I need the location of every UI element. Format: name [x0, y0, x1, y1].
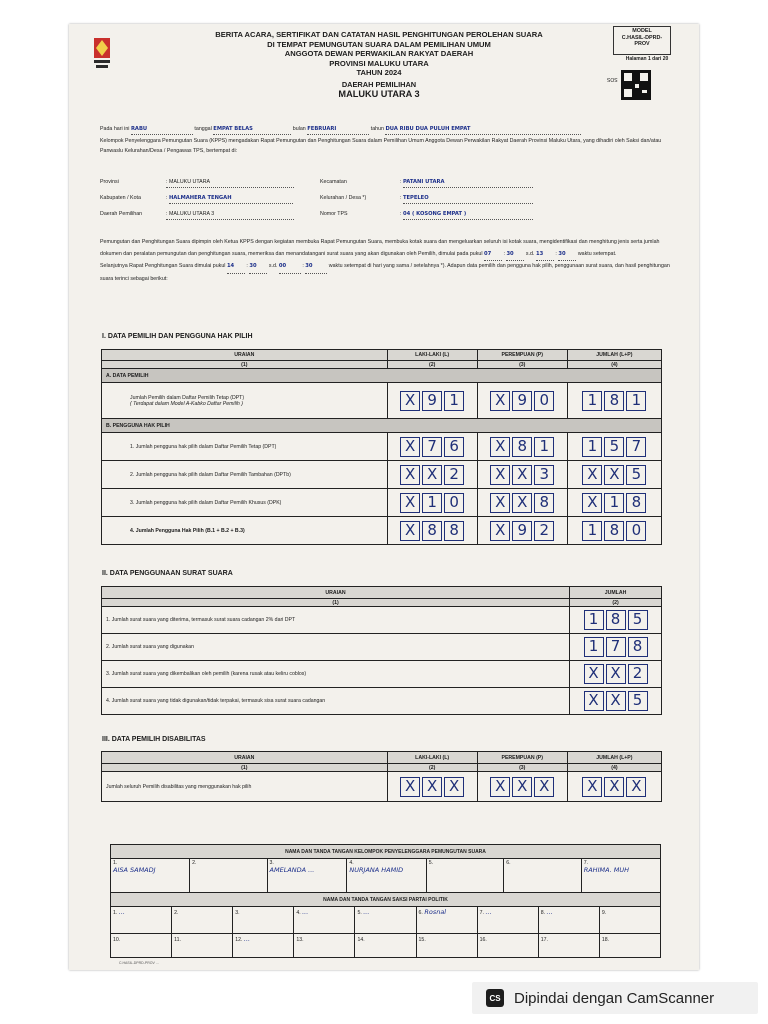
body-p1-end: waktu setempat.: [577, 250, 617, 257]
row-b1-label: 1. Jumlah pengguna hak pilih dalam Daftar Pemilih Tetap (DPT): [102, 433, 388, 461]
digit-box: 7: [422, 437, 442, 457]
saksi-sig-6: [416, 907, 477, 934]
camscanner-icon: CS: [486, 989, 504, 1007]
usage-row-3-jumlah: [570, 661, 662, 688]
kpps-sig-1: [111, 859, 190, 893]
digit-box: 1: [626, 391, 646, 411]
saksi-signature-table: [110, 892, 661, 958]
digit-box: 2: [628, 664, 648, 684]
sig-number: 6.: [506, 860, 511, 866]
digit-box: X: [400, 465, 420, 485]
kpps-title: NAMA DAN TANDA TANGAN KELOMPOK PENYELENGGARA PEMUNGUTAN SUARA: [111, 845, 661, 859]
kabupaten-label: Kabupaten / Kota: [100, 195, 141, 201]
col-num-2: (2): [387, 764, 477, 772]
digit-box: 8: [512, 437, 532, 457]
kecamatan-label: Kecamatan: [320, 179, 347, 185]
col-laki: LAKI-LAKI (L): [387, 350, 477, 361]
digit-box: X: [400, 777, 420, 797]
day-value: RABU: [130, 126, 148, 132]
usage-row-4-jumlah: [570, 688, 662, 715]
sig-number: 7.: [479, 910, 484, 916]
disability-row-label: Jumlah seluruh Pemilih disabilitas yang menggunakan hak pilih: [102, 772, 388, 802]
digit-box: X: [512, 777, 532, 797]
year-label: tahun: [370, 126, 384, 132]
intro-paragraph: Kelompok Penyelenggara Pemungutan Suara (KPPS) mengadakan Rapat Pemungutan dan Penghitungan Suara dalam Pemilihan Umum Anggota Dewan Perwakilan Rakyat Daerah Provinsi Maluku Utara, yang dihadiri oleh Saksi dan/atau Panwaslu Kelurahan/Desa / Pengawas TPS, bertempat di:: [100, 138, 662, 154]
day-prefix: Pada hari ini: [100, 126, 130, 132]
model-label: MODEL: [632, 28, 652, 34]
disability-jumlah: [567, 772, 661, 802]
end-hour: 13: [535, 250, 544, 257]
digit-box: 1: [582, 521, 602, 541]
sig-number: 8.: [540, 910, 546, 916]
kpu-logo-icon: [91, 36, 113, 74]
band-a: A. DATA PEMILIH: [102, 369, 662, 383]
body-paragraph: Pemungutan dan Penghitungan Suara dipimpin oleh Ketua KPPS dengan kegiatan membuka Rapat Pemungutan Suara, membuka kotak suara dan mengeluarkan seluruh isi kotak suara, mengidentifikasi dan menghitung jenis serta jumlah dokumen dan peralatan pemungutan dan penghitungan suara, memeriksa dan menandatangani surat suara yang akan digunakan oleh Pemilih, dimulai pada pukul 07 : 30 s.d. 13 : 30 waktu setempat. Selanjutnya Rapat Penghitungan Suara dimulai pukul 14 : 30 s.d. 00 : 30 waktu setempat di hari yang sama / setelahnya *). Adapun data pemilih dan pengguna hak pilih, penggunaan surat suara, dan hasil penghitungan suara terinci sebagai berikut:: [100, 239, 670, 282]
sd-label: s.d.: [525, 250, 535, 257]
digit-box: 8: [604, 521, 624, 541]
section-3-title: III. DATA PEMILIH DISABILITAS: [102, 736, 206, 743]
sig-name: ...: [485, 908, 492, 916]
header-line-1: BERITA ACARA, SERTIFIKAT DAN CATATAN HASIL PENGHITUNGAN PEROLEHAN SUARA: [215, 30, 543, 39]
digit-box: 0: [626, 521, 646, 541]
digit-box: 5: [628, 691, 648, 711]
saksi-sig-17: [538, 934, 599, 958]
digit-box: 1: [444, 391, 464, 411]
row-a-line-1: Jumlah Pemilih dalam Daftar Pemilih Tetap (DPT): [130, 394, 245, 401]
model-box: [613, 26, 671, 55]
digit-box: X: [626, 777, 646, 797]
sig-number: 3.: [235, 910, 240, 916]
digit-box: X: [400, 493, 420, 513]
usage-row-2-label: 2. Jumlah surat suara yang digunakan: [102, 634, 570, 661]
header-line-3: ANGGOTA DEWAN PERWAKILAN RAKYAT DAERAH: [284, 49, 474, 59]
digit-box: 1: [584, 610, 604, 630]
digit-box: 9: [512, 521, 532, 541]
digit-box: X: [604, 465, 624, 485]
kpps-sig-5: [426, 859, 503, 893]
saksi-sig-3: [233, 907, 294, 934]
digit-box: 1: [604, 493, 624, 513]
col-jumlah: JUMLAH (L+P): [567, 752, 661, 764]
kpps-sig-4: [347, 859, 426, 893]
year-value: DUA RIBU DUA PULUH EMPAT: [385, 126, 471, 132]
digit-box: X: [606, 691, 626, 711]
row-b1-jumlah: [567, 433, 661, 461]
saksi-sig-1: [111, 907, 172, 934]
kpps-sig-7: [581, 859, 660, 893]
sig-name: ...: [363, 908, 370, 916]
sd-label-2: s.d.: [268, 263, 278, 269]
digit-box: X: [582, 465, 602, 485]
saksi-title: NAMA DAN TANDA TANGAN SAKSI PARTAI POLITIK: [111, 893, 661, 907]
row-b3-jumlah: [567, 489, 661, 517]
col-uraian: URAIAN: [102, 587, 570, 599]
saksi-sig-2: [172, 907, 233, 934]
col-jumlah: JUMLAH: [570, 587, 662, 599]
digit-box: X: [422, 465, 442, 485]
body-p1: Pemungutan dan Penghitungan Suara dipimpin oleh Ketua KPPS dengan kegiatan membuka Rapat Pemungutan Suara, membuka kotak suara dan mengeluarkan seluruh isi kotak suara, mengidentifikasi dan menghitung jenis serta jumlah dokumen dan peralatan pemungutan dan penghitungan suara, memeriksa dan menandatangani surat suara yang akan digunakan oleh Pemilih, dimulai pada pukul: [100, 239, 660, 257]
row-b4-laki: [387, 517, 477, 545]
sig-number: 4.: [349, 860, 354, 866]
disability-perempuan: [477, 772, 567, 802]
section-3-table: [101, 751, 662, 802]
saksi-sig-12: [233, 934, 294, 958]
col-num-1: (1): [102, 764, 388, 772]
sig-number: 2.: [174, 910, 179, 916]
count-start-minute: 30: [249, 263, 257, 269]
col-num-3: (3): [477, 764, 567, 772]
saksi-sig-9: [599, 907, 660, 934]
end-minute: 30: [558, 250, 566, 257]
saksi-sig-14: [355, 934, 416, 958]
qr-code-icon: [621, 70, 651, 100]
intro-line: [100, 124, 680, 135]
row-b2-perempuan: [477, 461, 567, 489]
usage-row-4-label: 4. Jumlah surat suara yang tidak digunakan/tidak terpakai, termasuk sisa surat suara cadangan: [102, 688, 570, 715]
usage-row-2-jumlah: [570, 634, 662, 661]
row-b4-jumlah: [567, 517, 661, 545]
sig-number: 14.: [357, 937, 365, 943]
digit-box: 1: [422, 493, 442, 513]
location-left: Provinsi : MALUKU UTARA Kabupaten / Kota : HALMAHERA TENGAH Daerah Pemilihan : MALUKU UTARA 3: [100, 177, 360, 220]
digit-box: 2: [534, 521, 554, 541]
digit-box: 8: [606, 610, 626, 630]
dapil-label: Daerah Pemilihan: [100, 211, 143, 217]
sig-number: 9.: [601, 910, 607, 916]
row-a-line-2: ( Terdapat dalam Model A-Kabko Daftar Pemilih ): [130, 400, 243, 407]
model-code-1: C.HASIL-DPRD-: [621, 35, 663, 41]
band-b: B. PENGGUNA HAK PILIH: [102, 419, 662, 433]
saksi-sig-16: [477, 934, 538, 958]
digit-box: 5: [604, 437, 624, 457]
sig-name: Rosnal: [424, 908, 447, 916]
count-end-minute: 30: [305, 263, 313, 269]
sig-name: ...: [302, 908, 309, 916]
digit-box: X: [582, 777, 602, 797]
digit-box: X: [490, 493, 510, 513]
start-hour: 07: [484, 250, 492, 257]
usage-row-1-label: 1. Jumlah surat suara yang diterima, termasuk surat suara cadangan 2% dari DPT: [102, 607, 570, 634]
sig-number: 1.: [113, 860, 118, 866]
count-start-hour: 14: [226, 263, 235, 269]
row-b2-jumlah: [567, 461, 661, 489]
sig-number: 1.: [113, 910, 118, 916]
digit-box: 2: [444, 465, 464, 485]
body-p2-a: Selanjutnya Rapat Penghitungan Suara dimulai pukul: [100, 263, 226, 269]
digit-box: X: [400, 391, 420, 411]
sig-number: 13.: [296, 937, 304, 943]
digit-box: X: [490, 391, 510, 411]
col-num-1: (1): [102, 361, 388, 369]
saksi-sig-15: [416, 934, 477, 958]
col-uraian: URAIAN: [102, 350, 388, 361]
saksi-sig-10: [111, 934, 172, 958]
digit-box: X: [582, 493, 602, 513]
col-perempuan: PEREMPUAN (P): [477, 752, 567, 764]
row-a-perempuan: [477, 383, 567, 419]
kpps-sig-2: [190, 859, 267, 893]
footer-small-text: C.HASIL-DPRD-PROV ...: [119, 961, 159, 965]
row-b1-laki: [387, 433, 477, 461]
digit-box: X: [490, 777, 510, 797]
kpps-signature-table: [110, 844, 661, 893]
digit-box: 8: [422, 521, 442, 541]
digit-box: 8: [604, 391, 624, 411]
row-a-laki: [387, 383, 477, 419]
col-num-1: (1): [102, 599, 570, 607]
sig-number: 17.: [540, 937, 548, 943]
digit-box: 8: [628, 637, 648, 657]
digit-box: 8: [626, 493, 646, 513]
row-b4-perempuan: [477, 517, 567, 545]
digit-box: 6: [444, 437, 464, 457]
kpps-sig-3: [267, 859, 347, 893]
digit-box: 7: [606, 637, 626, 657]
col-laki: LAKI-LAKI (L): [387, 752, 477, 764]
kabupaten-value: HALMAHERA TENGAH: [168, 195, 232, 201]
digit-box: X: [490, 437, 510, 457]
body-p2-b: waktu setempat di hari yang sama / setelahnya *). Adapun data pemilih dan pengguna hak pilih, penggunaan surat suara, dan hasil penghitungan suara terinci sebagai berikut:: [100, 263, 670, 282]
header-line-2: DI TEMPAT PEMUNGUTAN SUARA DALAM PEMILIHAN UMUM: [267, 39, 491, 49]
col-num-2: (2): [387, 361, 477, 369]
saksi-sig-4: [294, 907, 355, 934]
col-uraian: URAIAN: [102, 752, 388, 764]
saksi-sig-5: [355, 907, 416, 934]
digit-box: X: [512, 465, 532, 485]
col-num-2: (2): [570, 599, 662, 607]
row-b3-label: 3. Jumlah pengguna hak pilih dalam Daftar Pemilih Khusus (DPK): [102, 489, 388, 517]
sig-number: 5.: [428, 860, 434, 866]
sig-number: 18.: [601, 937, 610, 943]
document-header: [159, 30, 599, 99]
digit-box: 7: [626, 437, 646, 457]
sig-number: 15.: [418, 937, 426, 943]
digit-box: 1: [582, 437, 602, 457]
sig-number: 10.: [113, 937, 121, 943]
row-a-jumlah: [567, 383, 661, 419]
digit-box: 8: [444, 521, 464, 541]
side-code: SOS: [607, 76, 618, 82]
section-2-title: II. DATA PENGGUNAAN SURAT SUARA: [102, 570, 233, 577]
camscanner-watermark: [472, 982, 758, 1014]
section-1-table: [101, 349, 662, 545]
sig-number: 12.: [235, 937, 243, 943]
sig-name: AMELANDA ...: [269, 866, 315, 874]
kpps-sig-6: [504, 859, 581, 893]
col-jumlah: JUMLAH (L+P): [567, 350, 661, 361]
header-line-5: TAHUN 2024: [356, 68, 402, 78]
row-b4-label: 4. Jumlah Pengguna Hak Pilih (B.1 + B.2 + B.3): [102, 517, 388, 545]
tps-value: 04 ( KOSONG EMPAT ): [402, 211, 467, 217]
digit-box: 5: [628, 610, 648, 630]
sig-name: AISA SAMADJ: [113, 866, 156, 874]
digit-box: 5: [626, 465, 646, 485]
saksi-sig-13: [294, 934, 355, 958]
area-name: MALUKU UTARA 3: [338, 88, 420, 99]
sig-name: NURJANA HAMID: [349, 866, 404, 874]
digit-box: X: [400, 521, 420, 541]
saksi-sig-11: [172, 934, 233, 958]
digit-box: X: [606, 664, 626, 684]
sig-number: 5.: [357, 910, 362, 916]
saksi-sig-18: [599, 934, 660, 958]
sig-number: 7.: [583, 860, 589, 866]
digit-box: X: [512, 493, 532, 513]
digit-box: X: [490, 465, 510, 485]
section-2-table: [101, 586, 662, 715]
digit-box: X: [534, 777, 554, 797]
digit-box: 1: [584, 637, 604, 657]
row-b3-perempuan: [477, 489, 567, 517]
model-code-2: PROV: [634, 41, 650, 47]
digit-box: 0: [444, 493, 464, 513]
row-b2-laki: [387, 461, 477, 489]
dapil-value: : MALUKU UTARA 3: [166, 209, 294, 220]
digit-box: 1: [534, 437, 554, 457]
kelurahan-label: Kelurahan / Desa *): [320, 195, 367, 201]
date-value: EMPAT BELAS: [213, 126, 253, 132]
saksi-sig-8: [538, 907, 599, 934]
area-label: DAERAH PEMILIHAN: [341, 79, 417, 89]
sig-number: 2.: [192, 860, 197, 866]
col-num-3: (3): [477, 361, 567, 369]
page-number: Halaman 1 dari 20: [625, 56, 669, 62]
row-b3-laki: [387, 489, 477, 517]
saksi-sig-7: [477, 907, 538, 934]
start-minute: 30: [506, 250, 514, 257]
sig-number: 6.: [418, 910, 423, 916]
col-num-4: (4): [567, 361, 661, 369]
digit-box: X: [584, 691, 604, 711]
digit-box: X: [400, 437, 420, 457]
usage-row-1-jumlah: [570, 607, 662, 634]
col-perempuan: PEREMPUAN (P): [477, 350, 567, 361]
camscanner-label: Dipindai dengan CamScanner: [514, 989, 715, 1007]
date-label: tanggal: [194, 126, 212, 132]
digit-box: 0: [534, 391, 554, 411]
provinsi-label: Provinsi: [100, 179, 119, 185]
disability-laki: [387, 772, 477, 802]
header-line-4: PROVINSI MALUKU UTARA: [329, 58, 429, 68]
sig-name: ...: [243, 935, 251, 943]
digit-box: 3: [534, 465, 554, 485]
digit-box: X: [490, 521, 510, 541]
month-label: bulan: [292, 126, 306, 132]
col-num-4: (4): [567, 764, 661, 772]
row-b1-perempuan: [477, 433, 567, 461]
sig-number: 16.: [479, 937, 487, 943]
digit-box: 8: [534, 493, 554, 513]
kelurahan-value: TEPELEO: [402, 195, 429, 201]
count-end-hour: 00: [278, 263, 287, 269]
location-right: Kecamatan : PATANI UTARA Kelurahan / Desa *) : TEPELEO Nomor TPS : 04 ( KOSONG EMPAT ): [320, 177, 560, 220]
sig-number: 11.: [174, 937, 181, 943]
digit-box: 1: [582, 391, 602, 411]
row-b2-label: 2. Jumlah pengguna hak pilih dalam Daftar Pemilih Tambahan (DPTb): [102, 461, 388, 489]
sig-number: 3.: [269, 860, 274, 866]
digit-box: X: [422, 777, 442, 797]
digit-box: 9: [512, 391, 532, 411]
kecamatan-value: PATANI UTARA: [402, 179, 445, 185]
sig-number: 4.: [296, 910, 301, 916]
sig-name: ...: [546, 908, 553, 916]
month-value: FEBRUARI: [307, 126, 337, 132]
usage-row-3-label: 3. Jumlah surat suara yang dikembalikan oleh pemilih (karena rusak atau keliru coblos): [102, 661, 570, 688]
provinsi-value: : MALUKU UTARA: [166, 177, 294, 188]
digit-box: X: [444, 777, 464, 797]
digit-box: X: [604, 777, 624, 797]
sig-name: ...: [118, 908, 125, 916]
section-1-title: I. DATA PEMILIH DAN PENGGUNA HAK PILIH: [102, 333, 253, 340]
row-a-label: [102, 383, 388, 419]
digit-box: X: [584, 664, 604, 684]
document-page: [69, 24, 699, 970]
tps-label: Nomor TPS: [320, 211, 348, 217]
sig-name: RAHIMA. MUH: [583, 866, 630, 874]
digit-box: 9: [422, 391, 442, 411]
